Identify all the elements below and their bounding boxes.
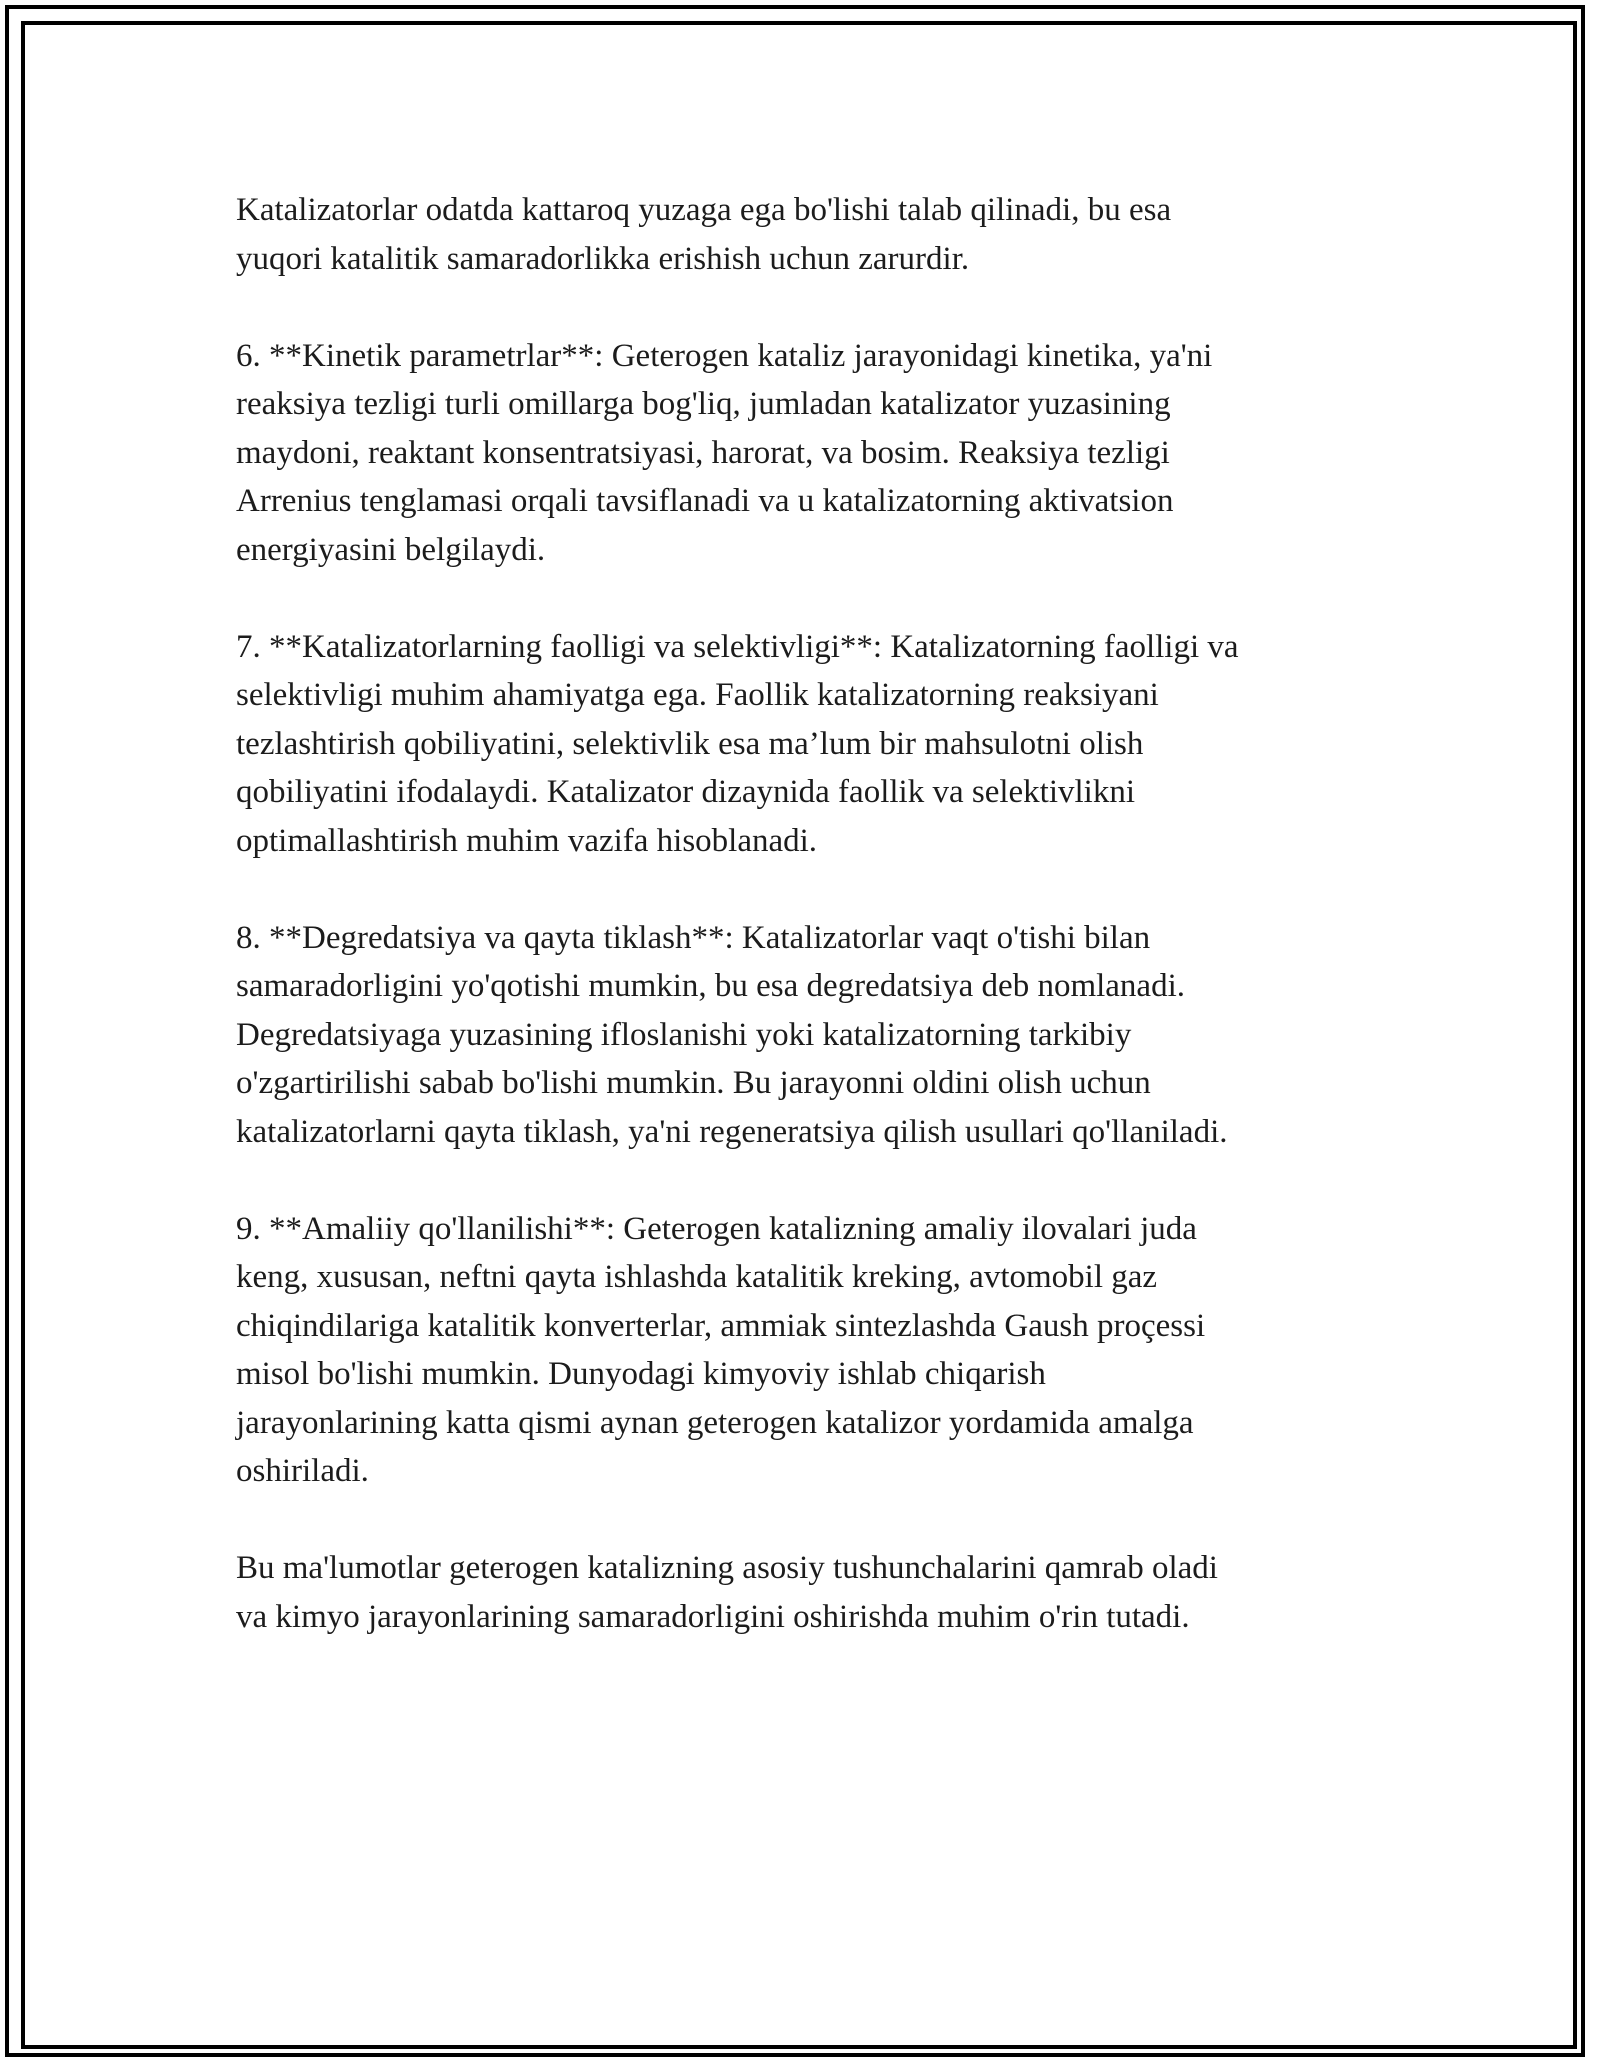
paragraph-activity-selectivity: 7. **Katalizatorlarning faolligi va selektivligi**: Katalizatorning faolligi va selektivligi muhim ahamiyatga ega. Faollik katalizatorning reaksiyani tezlashtirish qobiliyatini, selektivlik esa ma’lum bir mahsulotni olish qobiliyatini ifodalaydi. Katalizator dizaynida faollik va selektivlikni optimallashtirish muhim vazifa hisoblanadi.: [236, 628, 1239, 859]
paragraph-conclusion: Bu ma'lumotlar geterogen katalizning asosiy tushunchalarini qamrab oladi va kimyo jarayonlarining samaradorligini oshirishda muhim o'rin tutadi.: [236, 1550, 1218, 1635]
document-body: [236, 186, 1366, 1641]
paragraph-practical-applications: 9. **Amaliiy qo'llanilishi**: Geterogen katalizning amaliy ilovalari juda keng, xususan, neftni qayta ishlashda katalitik kreking, avtomobil gaz chiqindilariga katalitik konverterlar, ammiak sintezlashda Gaush proçessi misol bo'lishi mumkin. Dunyodagi kimyoviy ishlab chiqarish jarayonlarining katta qismi aynan geterogen katalizor yordamida amalga oshiriladi.: [236, 1210, 1206, 1489]
paragraph-kinetic-parameters: 6. **Kinetik parametrlar**: Geterogen kataliz jarayonidagi kinetika, ya'ni reaksiya tezligi turli omillarga bog'liq, jumladan katalizator yuzasining maydoni, reaktant konsentratsiyasi, harorat, va bosim. Reaksiya tezligi Arrenius tenglamasi orqali tavsiflanadi va u katalizatorning aktivatsion energiyasini belgilaydi.: [236, 337, 1213, 568]
paragraph-intro: Katalizatorlar odatda kattaroq yuzaga ega bo'lishi talab qilinadi, bu esa yuqori katalitik samaradorlikka erishish uchun zarurdir.: [236, 192, 1172, 277]
paragraph-degradation-regeneration: 8. **Degredatsiya va qayta tiklash**: Katalizatorlar vaqt o'tishi bilan samaradorligini yo'qotishi mumkin, bu esa degredatsiya deb nomlanadi. Degredatsiyaga yuzasining ifloslanishi yoki katalizatorning tarkibiy o'zgartirilishi sabab bo'lishi mumkin. Bu jarayonni oldini olish uchun katalizatorlarni qayta tiklash, ya'ni regeneratsiya qilish usullari qo'llaniladi.: [236, 919, 1228, 1150]
